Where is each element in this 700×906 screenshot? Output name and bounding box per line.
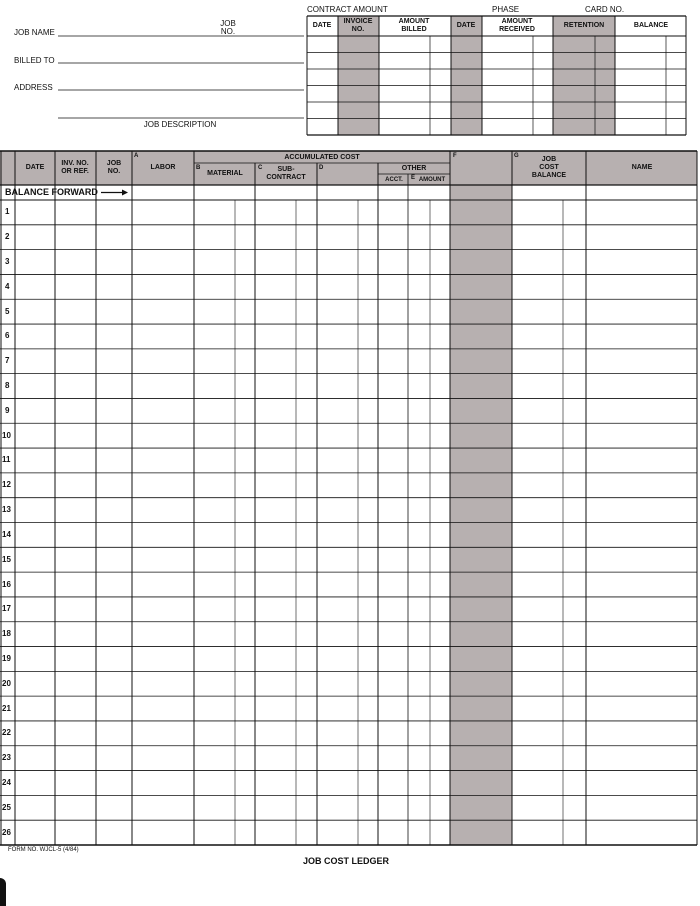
letter-d: D (319, 165, 324, 171)
ledger-title: JOB COST LEDGER (302, 856, 390, 866)
billing-col-amount-billed: AMOUNT BILLED (398, 18, 430, 33)
billing-col-retention: RETENTION (563, 22, 605, 29)
job-no-label: JOB NO. (220, 19, 236, 36)
contract-amount-label: CONTRACT AMOUNT (307, 5, 388, 14)
address-label: ADDRESS (14, 83, 53, 92)
letter-b: B (196, 165, 201, 171)
row-number: 2 (5, 232, 10, 242)
row-number: 11 (2, 455, 11, 465)
job-description-label: JOB DESCRIPTION (143, 120, 217, 129)
row-number: 7 (5, 356, 10, 366)
balance-forward-label: BALANCE FORWARD (5, 187, 98, 197)
row-number: 3 (5, 257, 10, 267)
row-number: 16 (2, 579, 11, 589)
letter-a: A (134, 153, 139, 159)
row-number: 1 (5, 207, 10, 217)
row-number: 4 (5, 281, 10, 291)
row-number: 14 (2, 529, 11, 539)
row-number: 6 (5, 331, 10, 341)
row-number: 12 (2, 480, 11, 490)
billing-col-date-received: DATE (456, 22, 476, 29)
row-number: 15 (2, 554, 11, 564)
row-number: 17 (2, 604, 11, 614)
row-number: 18 (2, 629, 11, 639)
row-number: 20 (2, 678, 11, 688)
card-no-label: CARD NO. (585, 5, 625, 14)
ledger-col-job-cost-balance: JOB COST BALANCE (531, 156, 567, 179)
row-number: 23 (2, 753, 11, 763)
corner-mark (0, 878, 6, 906)
row-number: 22 (2, 728, 11, 738)
ledger-accumulated-cost: ACCUMULATED COST (284, 154, 360, 161)
ledger-col-amount: AMOUNT (418, 177, 446, 183)
ledger-col-acct: ACCT. (385, 177, 403, 183)
row-number: 19 (2, 653, 11, 663)
billing-col-amount-received: AMOUNT RECEIVED (499, 18, 535, 33)
letter-f: F (453, 153, 457, 159)
row-number: 13 (2, 505, 11, 515)
ledger-col-other: OTHER (401, 165, 427, 172)
ledger-col-inv-no: INV. NO. OR REF. (61, 160, 89, 175)
ledger-col-labor: LABOR (150, 164, 176, 171)
row-number: 25 (2, 802, 11, 812)
billing-col-balance: BALANCE (633, 22, 669, 29)
phase-label: PHASE (492, 5, 520, 14)
billing-col-date: DATE (312, 22, 332, 29)
letter-e: E (411, 175, 416, 181)
row-number: 24 (2, 777, 11, 787)
job-name-label: JOB NAME (14, 28, 55, 37)
ledger-col-date: DATE (25, 164, 45, 171)
billing-col-invoice-no: INVOICE NO. (343, 18, 373, 33)
billing-shade-retention (553, 16, 615, 135)
billing-shade-date (451, 16, 482, 135)
row-number: 5 (5, 306, 10, 316)
ledger-col-name: NAME (631, 164, 653, 171)
row-number: 9 (5, 405, 10, 415)
row-number: 10 (2, 430, 11, 440)
ledger-col-subcontract: SUB- CONTRACT (266, 166, 306, 181)
letter-c: C (258, 165, 263, 171)
row-number: 26 (2, 827, 11, 837)
letter-g: G (514, 153, 519, 159)
ledger-col-material: MATERIAL (207, 170, 243, 177)
billed-to-label: BILLED TO (14, 56, 55, 65)
form-number: FORM NO. WJCL-5 (4/84) (8, 847, 79, 853)
row-number: 8 (5, 381, 10, 391)
ledger-col-job-no: JOB NO. (106, 160, 122, 175)
row-number: 21 (2, 703, 11, 713)
